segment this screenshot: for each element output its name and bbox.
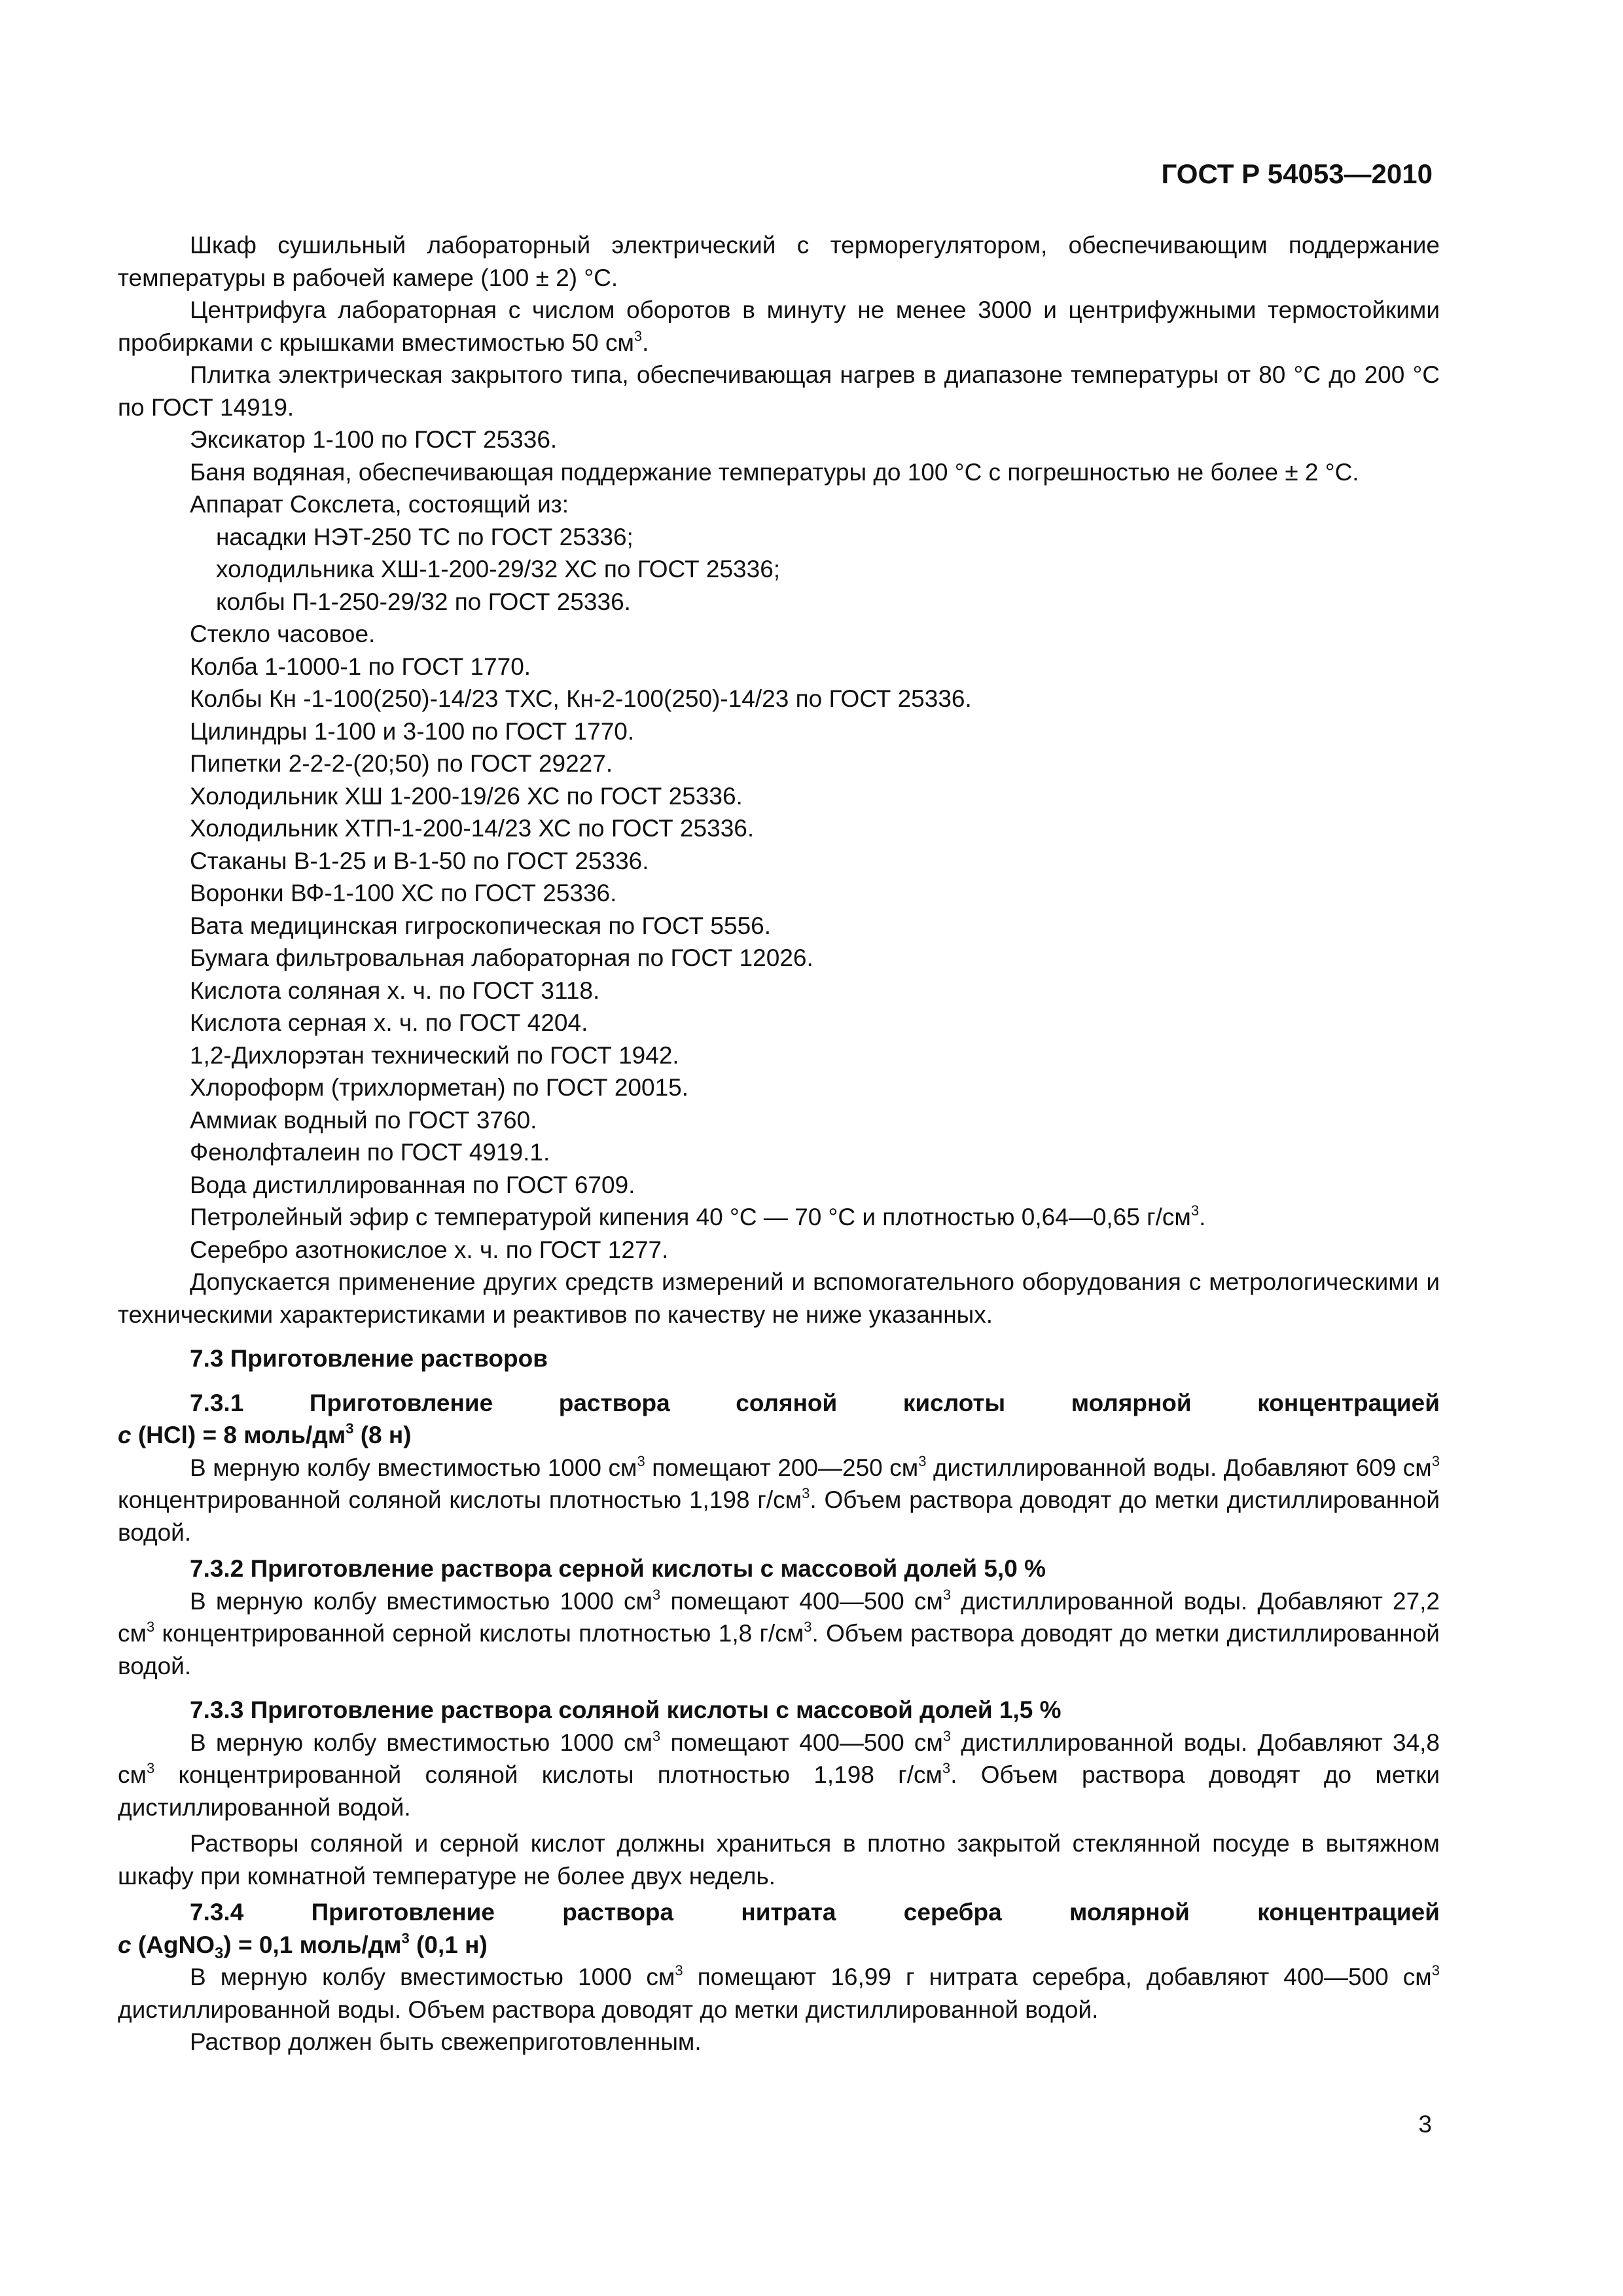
document-body	[118, 229, 1440, 2058]
soxhlet-subitem: колбы П-1-250-29/32 по ГОСТ 25336.	[216, 588, 631, 615]
equipment-item: Холодильник ХТП-1-200-14/23 ХС по ГОСТ 25336.	[190, 815, 755, 842]
paragraph-7-3-1: В мерную колбу вместимостью 1000 $см^3$ помещают 200—250 $см^3$ дистиллированной воды. Добавляют 609 $см^3$ концентрированной соляной кислоты плотностью 1,198 $г/см^3$. Объем раствора доводят до метки дистиллированной водой.	[118, 1452, 1440, 1546]
reagent-item: Хлороформ (трихлорметан) по ГОСТ 20015.	[190, 1074, 689, 1101]
reagent-item: Кислота серная х. ч. по ГОСТ 4204.	[190, 1009, 588, 1036]
reagent-item: 1,2-Дихлорэтан технический по ГОСТ 1942.	[190, 1041, 679, 1069]
equipment-item: Колбы Кн -1-100(250)-14/23 ТХС, Кн-2-100(250)-14/23 по ГОСТ 25336.	[190, 685, 972, 712]
equipment-item: Колба 1-1000-1 по ГОСТ 1770.	[190, 653, 531, 680]
soxhlet-subitem: насадки НЭТ-250 ТС по ГОСТ 25336;	[216, 523, 633, 550]
reagent-item: Серебро азотнокислое х. ч. по ГОСТ 1277.	[190, 1236, 669, 1263]
formula-agno3: с (AgNO$_3$) = 0,1 моль/$дм^3$ (0,1 н)	[118, 1929, 488, 1962]
section-heading-7-3-1: 7.3.1 Приготовление раствора соляной кислоты молярной концентрацией	[190, 1389, 1440, 1416]
equipment-item: Стекло часовое.	[190, 620, 376, 647]
section-heading-7-3-3: 7.3.3 Приготовление раствора соляной кислоты с массовой долей 1,5 %	[190, 1696, 1061, 1723]
paragraph-7-3-3: В мерную колбу вместимостью 1000 $см^3$ помещают 400—500 $см^3$ дистиллированной воды. Добавляют 34,8 $см^3$ концентрированной соляной кислоты плотностью 1,198 $г/см^3$. Объем раствора доводят до метки дистиллированной водой.	[118, 1727, 1440, 1821]
reagent-item: Фенолфталеин по ГОСТ 4919.1.	[190, 1139, 550, 1166]
equipment-item: Стаканы В-1-25 и В-1-50 по ГОСТ 25336.	[190, 847, 649, 874]
soxhlet-subitem: холодильника ХШ-1-200-29/32 ХС по ГОСТ 25336;	[216, 556, 781, 583]
allowance-paragraph: Допускается применение других средств измерений и вспомогательного оборудования с метрологическими и техническими характеристиками и реактивов по качеству не ниже указанных.	[118, 1268, 1440, 1328]
equipment-item: Пипетки 2-2-2-(20;50) по ГОСТ 29227.	[190, 750, 613, 777]
paragraph-7-3-2: В мерную колбу вместимостью 1000 $см^3$ помещают 400—500 $см^3$ дистиллированной воды. Добавляют 27,2 $см^3$ концентрированной серной кислоты плотностью 1,8 $г/см^3$. Объем раствора доводят до метки дистиллированной водой.	[118, 1586, 1440, 1679]
formula-hcl: с (HCl) = 8 моль/$дм^3$ (8 н)	[118, 1420, 412, 1448]
section-heading-7-3-2: 7.3.2 Приготовление раствора серной кислоты с массовой долей 5,0 %	[190, 1555, 1046, 1582]
equipment-item: Плитка электрическая закрытого типа, обеспечивающая нагрев в диапазоне температуры от 80 °С до 200 °С по ГОСТ 14919.	[118, 361, 1440, 421]
equipment-item: Воронки ВФ-1-100 ХС по ГОСТ 25336.	[190, 880, 617, 906]
equipment-item: Баня водяная, обеспечивающая поддержание температуры до 100 °С с погрешностью не более ± 2 °С.	[190, 458, 1359, 486]
document-header: ГОСТ Р 54053—2010	[1161, 158, 1433, 189]
reagent-item: Кислота соляная х. ч. по ГОСТ 3118.	[190, 977, 600, 1004]
fresh-solution-note: Раствор должен быть свежеприготовленным.	[190, 2028, 702, 2055]
reagent-item: Вата медицинская гигроскопическая по ГОСТ 5556.	[190, 912, 772, 939]
equipment-item: Холодильник ХШ 1-200-19/26 ХС по ГОСТ 25336.	[190, 782, 743, 810]
equipment-item: Цилиндры 1-100 и 3-100 по ГОСТ 1770.	[190, 717, 635, 745]
reagent-item: Бумага фильтровальная лабораторная по ГОСТ 12026.	[190, 944, 813, 971]
reagent-item: Петролейный эфир с температурой кипения 40 °С — 70 °С и плотностью 0,64—0,65 $г/см^3$.	[190, 1202, 1206, 1230]
storage-paragraph: Растворы соляной и серной кислот должны храниться в плотно закрытой стеклянной посуде в вытяжном шкафу при комнатной температуре не более двух недель.	[118, 1830, 1440, 1890]
equipment-item: Центрифуга лабораторная с числом оборотов в минуту не менее 3000 и центрифужными термостойкими пробирками с крышками вместимостью 50 $см^3$.	[118, 296, 1440, 356]
equipment-item: Эксикатор 1-100 по ГОСТ 25336.	[190, 426, 558, 453]
section-heading-7-3: 7.3 Приготовление растворов	[190, 1345, 548, 1372]
equipment-item: Аппарат Сокслета, состоящий из:	[190, 491, 569, 518]
paragraph-7-3-4: В мерную колбу вместимостью 1000 $см^3$ помещают 16,99 г нитрата серебра, добавляют 400—500 $см^3$ дистиллированной воды. Объем раствора доводят до метки дистиллированной водой.	[118, 1962, 1440, 2023]
page-number: 3	[1418, 2111, 1432, 2138]
reagent-item: Аммиак водный по ГОСТ 3760.	[190, 1106, 537, 1134]
equipment-item: Шкаф сушильный лабораторный электрический с терморегулятором, обеспечивающим поддержание температуры в рабочей камере (100 ± 2) °С.	[118, 232, 1440, 291]
reagent-item: Вода дистиллированная по ГОСТ 6709.	[190, 1171, 635, 1198]
section-heading-7-3-4: 7.3.4 Приготовление раствора нитрата серебра молярной концентрацией	[190, 1899, 1440, 1926]
